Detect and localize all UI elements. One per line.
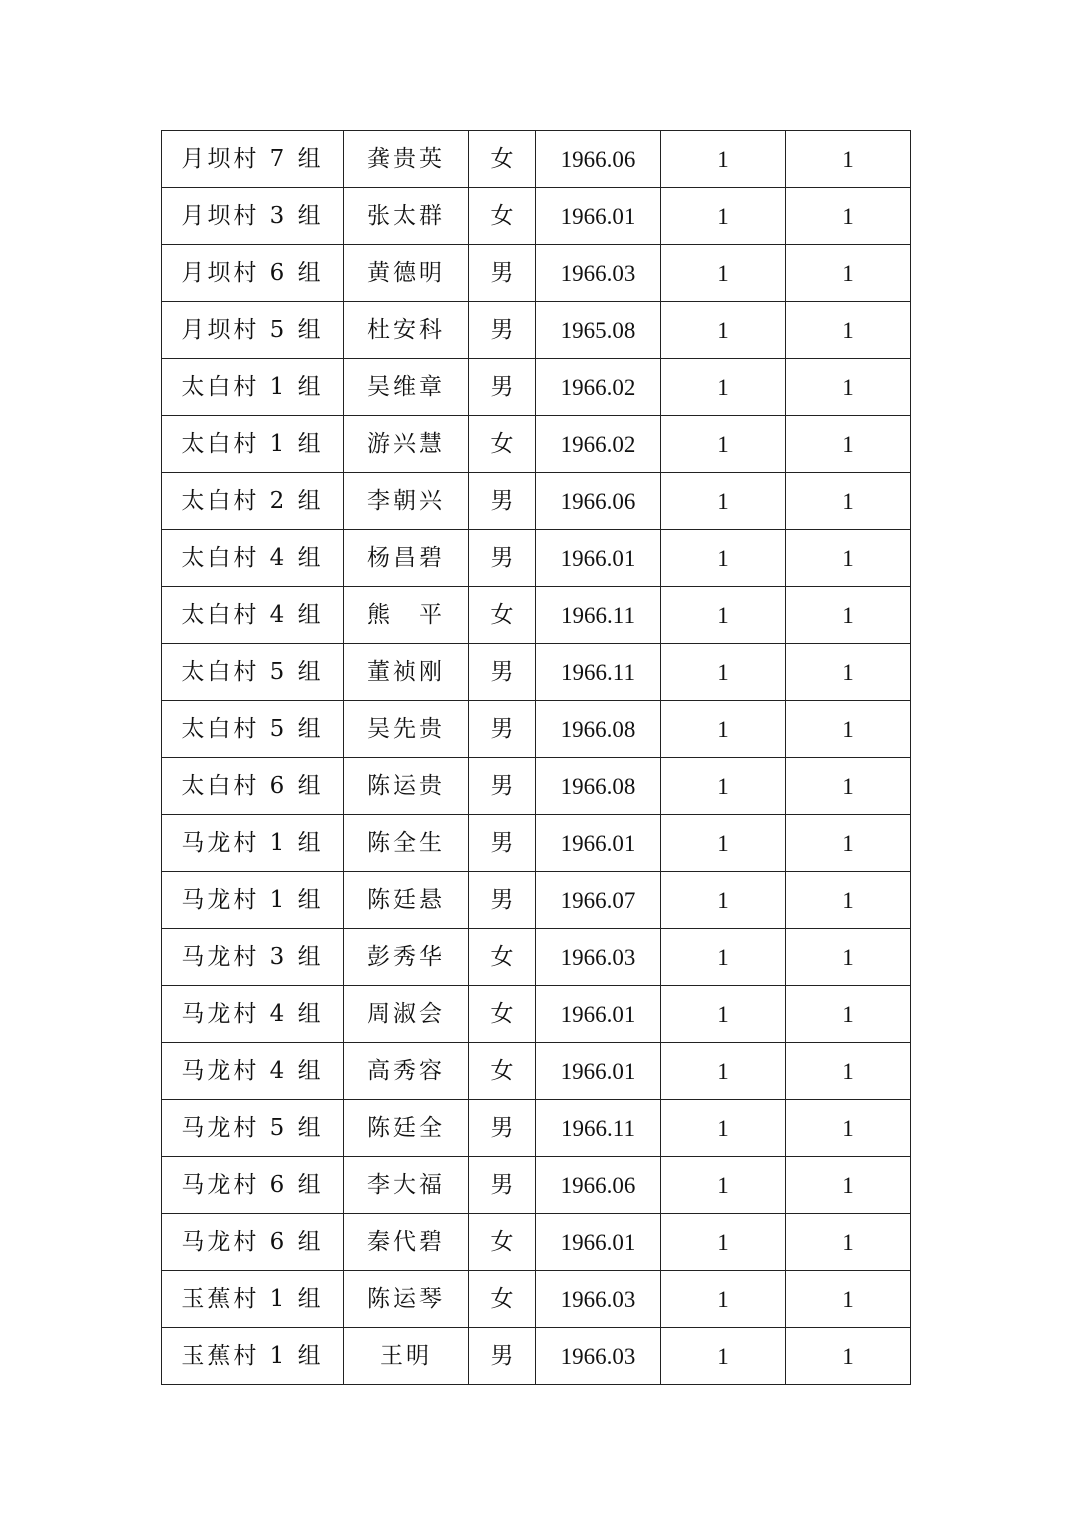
table-row [162,1328,911,1385]
birth-date-cell: 1966.01 [536,1043,661,1100]
count-cell-2: 1 [786,1328,911,1385]
count-cell-1: 1 [661,1214,786,1271]
village-group-cell: 马龙村 6 组 [162,1214,344,1271]
village-group-cell: 太白村 1 组 [162,359,344,416]
gender-cell: 女 [469,1271,536,1328]
gender-cell: 男 [469,1157,536,1214]
table-row [162,1271,911,1328]
gender-cell: 男 [469,302,536,359]
gender-cell: 女 [469,986,536,1043]
table-row [162,359,911,416]
count-cell-1: 1 [661,872,786,929]
birth-date-cell: 1966.06 [536,473,661,530]
table-row [162,188,911,245]
count-cell-2: 1 [786,1043,911,1100]
table-row [162,131,911,188]
count-cell-1: 1 [661,587,786,644]
birth-date-cell: 1966.11 [536,644,661,701]
count-cell-2: 1 [786,188,911,245]
count-cell-2: 1 [786,644,911,701]
count-cell-2: 1 [786,1157,911,1214]
village-group-cell: 马龙村 3 组 [162,929,344,986]
table-row [162,245,911,302]
count-cell-1: 1 [661,929,786,986]
village-group-cell: 太白村 4 组 [162,587,344,644]
gender-cell: 男 [469,473,536,530]
count-cell-2: 1 [786,872,911,929]
village-group-cell: 玉蕉村 1 组 [162,1328,344,1385]
gender-cell: 男 [469,359,536,416]
count-cell-2: 1 [786,701,911,758]
table-row [162,302,911,359]
count-cell-2: 1 [786,758,911,815]
count-cell-1: 1 [661,1271,786,1328]
gender-cell: 男 [469,815,536,872]
person-name-cell: 董祯刚 [344,644,469,701]
count-cell-1: 1 [661,131,786,188]
count-cell-1: 1 [661,1100,786,1157]
count-cell-2: 1 [786,302,911,359]
village-group-cell: 马龙村 4 组 [162,986,344,1043]
count-cell-1: 1 [661,188,786,245]
table-row [162,1157,911,1214]
person-name-cell: 陈全生 [344,815,469,872]
village-group-cell: 太白村 1 组 [162,416,344,473]
gender-cell: 男 [469,530,536,587]
village-group-cell: 太白村 5 组 [162,644,344,701]
count-cell-1: 1 [661,473,786,530]
count-cell-2: 1 [786,473,911,530]
birth-date-cell: 1965.08 [536,302,661,359]
birth-date-cell: 1966.01 [536,188,661,245]
gender-cell: 女 [469,188,536,245]
person-name-cell: 陈廷悬 [344,872,469,929]
count-cell-1: 1 [661,758,786,815]
village-group-cell: 马龙村 1 组 [162,815,344,872]
birth-date-cell: 1966.08 [536,758,661,815]
table-row [162,644,911,701]
person-name-cell: 李朝兴 [344,473,469,530]
village-group-cell: 月坝村 6 组 [162,245,344,302]
person-name-cell: 黄德明 [344,245,469,302]
person-name-cell: 吴先贵 [344,701,469,758]
gender-cell: 男 [469,1100,536,1157]
count-cell-2: 1 [786,1100,911,1157]
birth-date-cell: 1966.03 [536,1328,661,1385]
count-cell-2: 1 [786,1214,911,1271]
gender-cell: 女 [469,587,536,644]
birth-date-cell: 1966.01 [536,530,661,587]
table-row [162,1043,911,1100]
village-group-cell: 月坝村 3 组 [162,188,344,245]
count-cell-1: 1 [661,815,786,872]
person-name-cell: 陈廷全 [344,1100,469,1157]
roster-table-body [162,131,911,1385]
person-name-cell: 张太群 [344,188,469,245]
person-name-cell: 陈运贵 [344,758,469,815]
table-row [162,1214,911,1271]
count-cell-1: 1 [661,1328,786,1385]
gender-cell: 女 [469,131,536,188]
gender-cell: 男 [469,758,536,815]
count-cell-1: 1 [661,245,786,302]
gender-cell: 女 [469,1214,536,1271]
birth-date-cell: 1966.03 [536,929,661,986]
birth-date-cell: 1966.11 [536,1100,661,1157]
table-row [162,758,911,815]
village-group-cell: 玉蕉村 1 组 [162,1271,344,1328]
count-cell-2: 1 [786,416,911,473]
birth-date-cell: 1966.03 [536,245,661,302]
count-cell-2: 1 [786,359,911,416]
count-cell-2: 1 [786,131,911,188]
count-cell-1: 1 [661,644,786,701]
village-group-cell: 月坝村 7 组 [162,131,344,188]
person-name-cell: 周淑会 [344,986,469,1043]
person-name-cell: 高秀容 [344,1043,469,1100]
table-row [162,701,911,758]
count-cell-1: 1 [661,359,786,416]
table-row [162,416,911,473]
village-group-cell: 太白村 6 组 [162,758,344,815]
count-cell-2: 1 [786,587,911,644]
birth-date-cell: 1966.06 [536,1157,661,1214]
table-row [162,1100,911,1157]
gender-cell: 女 [469,416,536,473]
birth-date-cell: 1966.11 [536,587,661,644]
village-group-cell: 马龙村 5 组 [162,1100,344,1157]
birth-date-cell: 1966.08 [536,701,661,758]
count-cell-1: 1 [661,530,786,587]
person-name-cell: 吴维章 [344,359,469,416]
person-name-cell: 李大福 [344,1157,469,1214]
birth-date-cell: 1966.01 [536,1214,661,1271]
village-group-cell: 马龙村 4 组 [162,1043,344,1100]
birth-date-cell: 1966.01 [536,815,661,872]
village-group-cell: 太白村 4 组 [162,530,344,587]
table-row [162,986,911,1043]
count-cell-2: 1 [786,929,911,986]
count-cell-2: 1 [786,245,911,302]
table-row [162,587,911,644]
gender-cell: 男 [469,872,536,929]
count-cell-1: 1 [661,986,786,1043]
person-name-cell: 游兴慧 [344,416,469,473]
count-cell-2: 1 [786,815,911,872]
birth-date-cell: 1966.02 [536,416,661,473]
count-cell-1: 1 [661,701,786,758]
person-name-cell: 熊 平 [344,587,469,644]
count-cell-2: 1 [786,1271,911,1328]
gender-cell: 男 [469,1328,536,1385]
table-row [162,872,911,929]
person-name-cell: 龚贵英 [344,131,469,188]
table-row [162,530,911,587]
person-name-cell: 杜安科 [344,302,469,359]
village-group-cell: 太白村 2 组 [162,473,344,530]
roster-table [161,130,911,1385]
gender-cell: 女 [469,1043,536,1100]
gender-cell: 男 [469,644,536,701]
count-cell-1: 1 [661,302,786,359]
person-name-cell: 王明 [344,1328,469,1385]
count-cell-1: 1 [661,1157,786,1214]
count-cell-1: 1 [661,1043,786,1100]
birth-date-cell: 1966.07 [536,872,661,929]
table-row [162,815,911,872]
table-row [162,929,911,986]
birth-date-cell: 1966.02 [536,359,661,416]
count-cell-1: 1 [661,416,786,473]
person-name-cell: 秦代碧 [344,1214,469,1271]
village-group-cell: 马龙村 1 组 [162,872,344,929]
count-cell-2: 1 [786,530,911,587]
gender-cell: 男 [469,701,536,758]
count-cell-2: 1 [786,986,911,1043]
birth-date-cell: 1966.03 [536,1271,661,1328]
gender-cell: 女 [469,929,536,986]
person-name-cell: 陈运琴 [344,1271,469,1328]
gender-cell: 男 [469,245,536,302]
person-name-cell: 彭秀华 [344,929,469,986]
village-group-cell: 太白村 5 组 [162,701,344,758]
village-group-cell: 月坝村 5 组 [162,302,344,359]
table-row [162,473,911,530]
birth-date-cell: 1966.01 [536,986,661,1043]
person-name-cell: 杨昌碧 [344,530,469,587]
village-group-cell: 马龙村 6 组 [162,1157,344,1214]
birth-date-cell: 1966.06 [536,131,661,188]
